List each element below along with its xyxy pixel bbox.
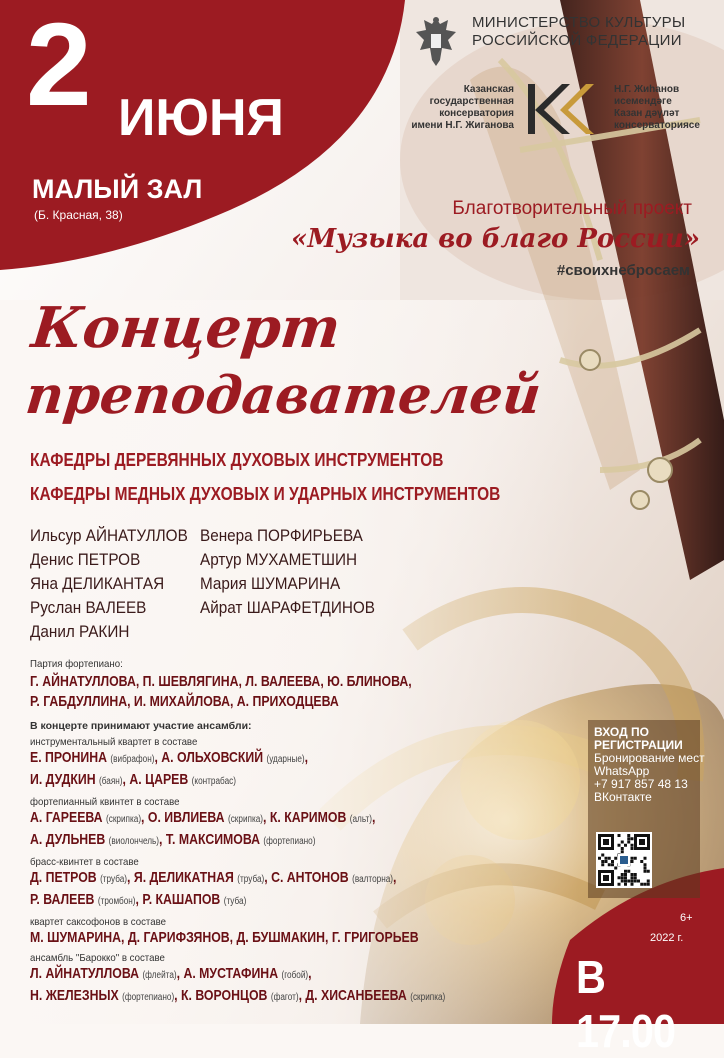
ensemble-members: Л. АЙНАТУЛЛОВА (флейта), А. МУСТАФИНА (гобой),	[30, 965, 312, 982]
instrument-label: (труба)	[100, 874, 128, 885]
ministry-name: МИНИСТЕРСТВО КУЛЬТУРЫ РОССИЙСКОЙ ФЕДЕРАЦИИ	[472, 14, 686, 49]
instrument-label: (ударные)	[266, 754, 305, 765]
instrument-label: (контрабас)	[191, 776, 236, 787]
piano-label: Партия фортепиано:	[30, 658, 123, 670]
concert-time: В 17.00	[576, 951, 676, 1057]
coat-of-arms-icon	[412, 14, 460, 70]
year: 2022 г.	[650, 932, 684, 944]
department-brass: КАФЕДРЫ МЕДНЫХ ДУХОВЫХ И УДАРНЫХ ИНСТРУМЕНТОВ	[30, 484, 501, 504]
instrument-label: (труба)	[237, 874, 265, 885]
ensemble-label: ансамбль "Барокко" в составе	[30, 952, 165, 964]
instrument-label: (скрипка)	[410, 992, 446, 1003]
instrument-label: (фортепиано)	[122, 992, 175, 1003]
ensemble-members: А. ГАРЕЕВА (скрипка), О. ИВЛИЕВА (скрипка), К. КАРИМОВ (альт),	[30, 809, 376, 826]
ensemble-label: квартет саксофонов в составе	[30, 916, 167, 928]
instrument-label: (флейта)	[142, 970, 177, 981]
department-woodwind: КАФЕДРЫ ДЕРЕВЯННЫХ ДУХОВЫХ ИНСТРУМЕНТОВ	[30, 450, 444, 470]
project-hashtag: #своихнебросаем	[556, 262, 690, 279]
instrument-label: (скрипка)	[105, 814, 142, 825]
performers-col1	[30, 524, 188, 644]
performer-name: Яна ДЕЛИКАНТАЯ	[30, 574, 165, 593]
date-day: 2	[26, 0, 88, 131]
performer-name: Венера ПОРФИРЬЕВА	[200, 526, 363, 545]
performers-col2	[200, 524, 375, 620]
piano-line: Г. АЙНАТУЛЛОВА, П. ШЕВЛЯГИНА, Л. ВАЛЕЕВА, Ю. БЛИНОВА,	[30, 673, 412, 690]
instrument-label: (туба)	[223, 896, 247, 907]
performer-name: Айрат ШАРАФЕТДИНОВ	[200, 598, 375, 617]
instrument-label: (фортепиано)	[263, 836, 316, 847]
project-name: «Музыка во благо России»	[291, 224, 700, 254]
instrument-label: (альт)	[349, 814, 372, 825]
instrument-label: (вибрафон)	[110, 754, 155, 765]
instrument-label: (гобой)	[281, 970, 309, 981]
instrument-label: (виолончель)	[108, 836, 160, 847]
piano-line: Р. ГАБДУЛЛИНА, И. МИХАЙЛОВА, А. ПРИХОДЦЕВА	[30, 693, 339, 710]
ensemble-members: Н. ЖЕЛЕЗНЫХ (фортепиано), К. ВОРОНЦОВ (фагот), Д. ХИСАНБЕЕВА (скрипка)	[30, 987, 446, 1004]
ensemble-label: брасс-квинтет в составе	[30, 856, 139, 868]
performer-name: Мария ШУМАРИНА	[200, 574, 341, 593]
ensemble-members: И. ДУДКИН (баян), А. ЦАРЕВ (контрабас)	[30, 771, 236, 788]
conservatory-name-ru: Казанская государственная консерватория имени Н.Г. Жиганова	[411, 84, 514, 131]
project-label: Благотворительный проект	[452, 198, 692, 219]
ensemble-members: Е. ПРОНИНА (вибрафон), А. ОЛЬХОВСКИЙ (ударные),	[30, 749, 309, 766]
instrument-label: (баян)	[99, 776, 123, 787]
instrument-label: (скрипка)	[227, 814, 264, 825]
hall-name: МАЛЫЙ ЗАЛ	[32, 174, 203, 204]
qr-code-icon[interactable]	[596, 832, 652, 888]
ensemble-label: инструментальный квартет в составе	[30, 736, 198, 748]
hall-address: (Б. Красная, 38)	[34, 208, 123, 222]
concert-title-line2: преподавателей	[22, 365, 544, 426]
performer-name: Артур МУХАМЕТШИН	[200, 550, 358, 569]
conservatory-name-tt: Н.Г. Жиһанов исемендәге Казан дәүләт консерваториясе	[614, 84, 700, 131]
registration-info: ВХОД ПО РЕГИСТРАЦИИ Бронирование мест WhatsApp +7 917 857 48 13 ВКонтакте	[594, 725, 705, 804]
performer-name: Ильсур АЙНАТУЛЛОВ	[30, 526, 188, 545]
instrument-label: (тромбон)	[97, 896, 136, 907]
age-rating: 6+	[680, 912, 693, 924]
ensembles-list	[30, 736, 590, 1012]
instrument-label: (фагот)	[270, 992, 299, 1003]
performer-name: Денис ПЕТРОВ	[30, 550, 141, 569]
performer-name: Данил РАКИН	[30, 622, 130, 641]
concert-title-line1: Концерт	[28, 295, 344, 361]
kk-logo-icon	[522, 80, 606, 138]
ensembles-heading: В концерте принимают участие ансамбли:	[30, 720, 252, 732]
ensemble-members: Д. ПЕТРОВ (труба), Я. ДЕЛИКАТНАЯ (труба), С. АНТОНОВ (валторна),	[30, 869, 397, 886]
performer-name: Руслан ВАЛЕЕВ	[30, 598, 147, 617]
ensemble-members: Р. ВАЛЕЕВ (тромбон), Р. КАШАПОВ (туба)	[30, 891, 247, 908]
instrument-label: (валторна)	[352, 874, 394, 885]
ensemble-members: М. ШУМАРИНА, Д. ГАРИФЗЯНОВ, Д. БУШМАКИН, Г. ГРИГОРЬЕВ	[30, 929, 419, 946]
ensemble-label: фортепианный квинтет в составе	[30, 796, 180, 808]
date-month: ИЮНЯ	[118, 89, 284, 147]
ensemble-members: А. ДУЛЬНЕВ (виолончель), Т. МАКСИМОВА (фортепиано)	[30, 831, 316, 848]
